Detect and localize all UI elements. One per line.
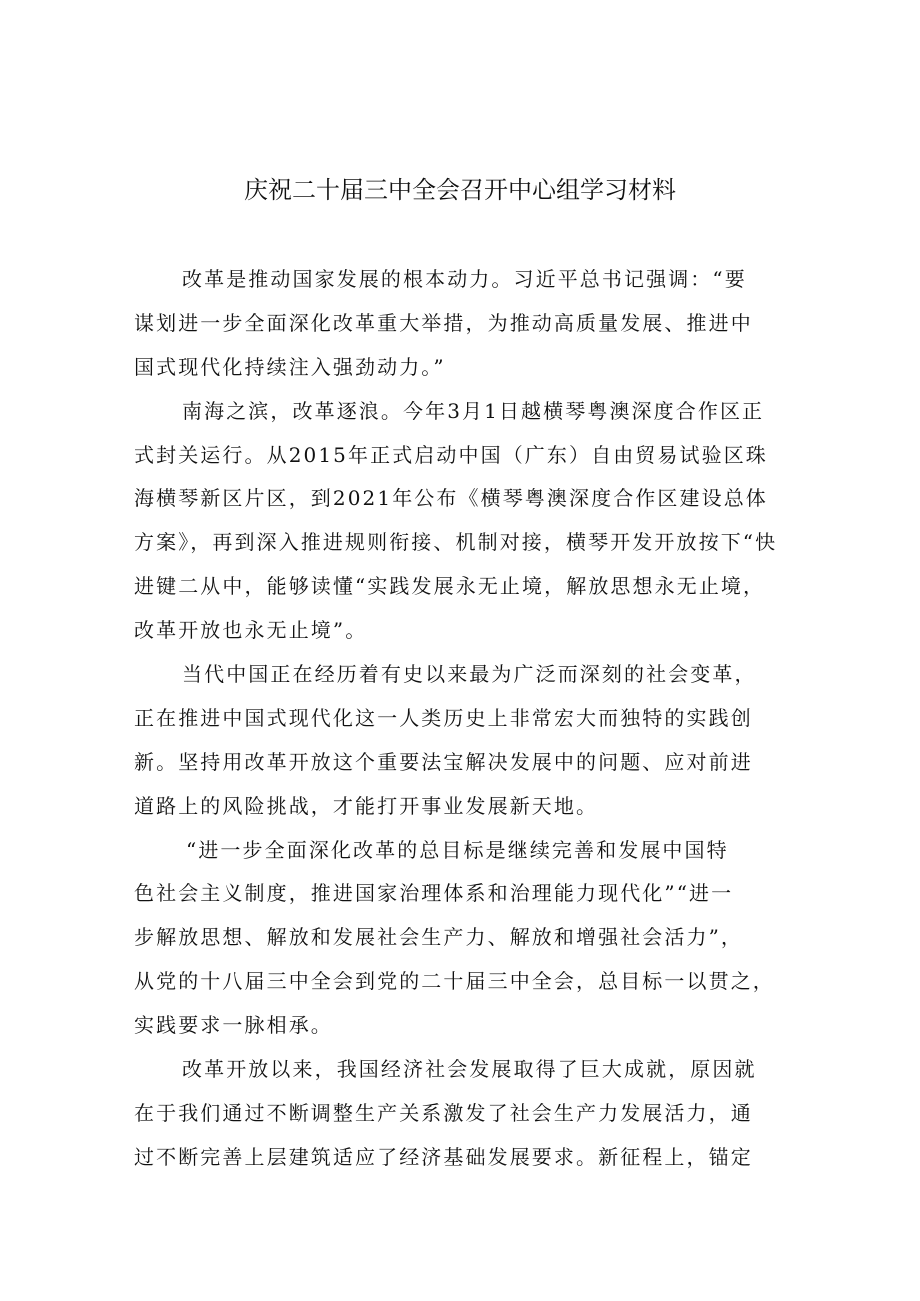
- text-line: 道路上的风险挑战，才能打开事业发展新天地。: [134, 793, 599, 818]
- paragraph-1: [134, 258, 794, 390]
- text-line: 色社会主义制度，推进国家治理体系和治理能力现代化”“进一: [134, 881, 734, 906]
- text-line: 新。坚持用改革开放这个重要法宝解决发展中的问题、应对前进: [134, 749, 753, 774]
- document-title: 庆祝二十届三中全会召开中心组学习材料: [244, 176, 676, 204]
- text-line: 改革开放也永无止境”。: [134, 618, 368, 643]
- paragraph-2: [134, 390, 794, 653]
- text-line: 海横琴新区片区，到2021年公布《横琴粤澳深度合作区建设总体: [134, 486, 768, 511]
- text-line: 进键二从中，能够读懂“实践发展永无止境，解放思想永无止境，: [134, 574, 766, 599]
- text-line: 过不断完善上层建筑适应了经济基础发展要求。新征程上，锚定: [134, 1144, 753, 1169]
- text-line: 在于我们通过不断调整生产关系激发了社会生产力发展活力，通: [134, 1100, 753, 1125]
- text-line: 式封关运行。从2015年正式启动中国（广东）自由贸易试验区珠: [134, 442, 768, 467]
- text-line: 当代中国正在经历着有史以来最为广泛而深刻的社会变革，: [182, 662, 757, 687]
- text-line: “进一步全面深化改革的总目标是继续完善和发展中国特: [186, 837, 729, 862]
- text-line: 南海之滨，改革逐浪。今年3月1日越横琴粤澳深度合作区正: [182, 398, 765, 423]
- text-line: 方案》，再到深入推进规则衔接、机制对接，横琴开发开放按下“快: [134, 530, 778, 555]
- text-line: 改革是推动国家发展的根本动力。习近平总书记强调：“要: [182, 267, 747, 291]
- document-body: [134, 258, 794, 1180]
- text-line: 实践要求一脉相承。: [134, 1013, 333, 1038]
- paragraph-4: [134, 829, 794, 1048]
- text-line: 国式现代化持续注入强劲动力。”: [134, 354, 446, 379]
- paragraph-5: [134, 1048, 794, 1180]
- text-line: 改革开放以来，我国经济社会发展取得了巨大成就，原因就: [182, 1057, 757, 1082]
- text-line: 步解放思想、解放和发展社会生产力、解放和增强社会活力”，: [134, 925, 744, 950]
- text-line: 正在推进中国式现代化这一人类历史上非常宏大而独特的实践创: [134, 705, 753, 730]
- paragraph-3: [134, 653, 794, 829]
- text-line: 从党的十八届三中全会到党的二十届三中全会，总目标一以贯之，: [134, 969, 775, 994]
- text-line: 谋划进一步全面深化改革重大举措，为推动高质量发展、推进中: [134, 310, 753, 335]
